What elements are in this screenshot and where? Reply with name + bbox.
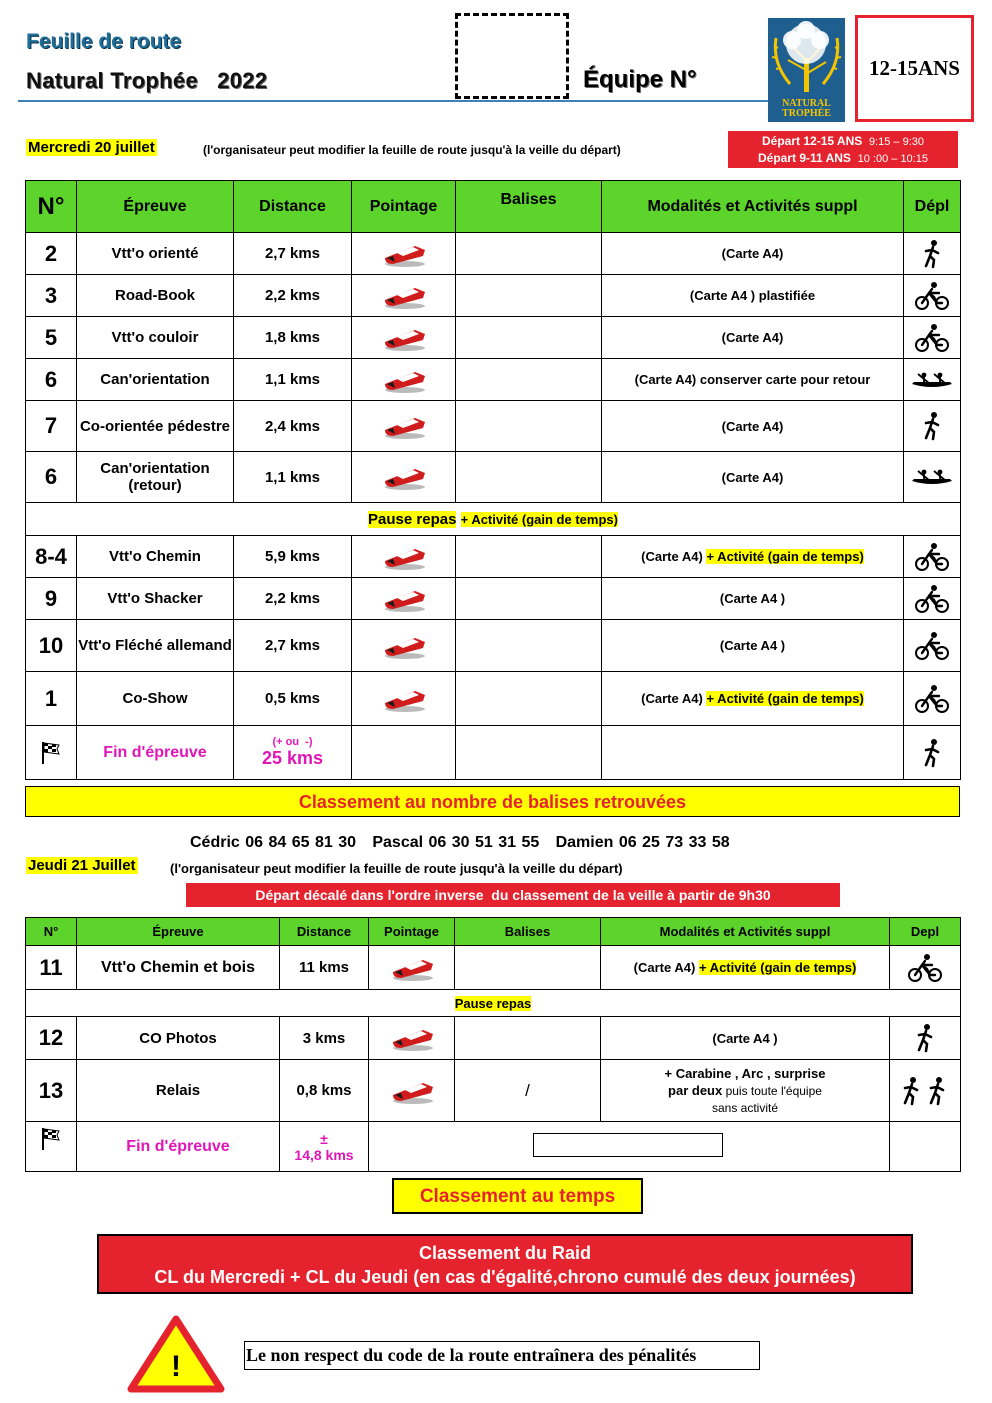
row-event: Vtt'o couloir xyxy=(77,317,234,359)
row-pointage xyxy=(369,1017,455,1060)
row-distance: 2,2 kms xyxy=(234,578,352,620)
age-group-box: 12-15ANS xyxy=(855,15,974,122)
row-pointage xyxy=(369,946,455,990)
table-row xyxy=(26,672,961,726)
sportident-chip-icon xyxy=(379,240,429,268)
pause-label: Pause repas xyxy=(368,510,457,528)
team-label: Équipe N° xyxy=(583,66,697,93)
row-modalites: (Carte A4 ) xyxy=(602,578,904,620)
row-distance: 5,9 kms xyxy=(234,536,352,578)
table-row xyxy=(26,620,961,672)
finish-depl xyxy=(904,726,961,780)
col-balises: Balises xyxy=(455,918,601,946)
row-distance: 2,2 kms xyxy=(234,275,352,317)
sportident-chip-icon xyxy=(379,282,429,310)
row-distance: 2,7 kms xyxy=(234,620,352,672)
row-depl xyxy=(890,946,961,990)
finish-depl xyxy=(890,1122,961,1172)
table-row xyxy=(26,275,961,317)
row-balises[interactable] xyxy=(456,620,602,672)
finish-pointage xyxy=(352,726,456,780)
row-num: 2 xyxy=(26,233,77,275)
pause-extra: + Activité (gain de temps) xyxy=(460,511,618,527)
day2-date: Jeudi 21 Juillet xyxy=(28,857,136,874)
finish-label: Fin d'épreuve xyxy=(77,726,234,780)
row-event: Vtt'o Chemin xyxy=(77,536,234,578)
row-distance: 2,4 kms xyxy=(234,401,352,452)
row-balises[interactable] xyxy=(456,578,602,620)
table-row xyxy=(26,233,961,275)
day1-date: Mercredi 20 juillet xyxy=(28,139,155,156)
row-balises[interactable] xyxy=(456,536,602,578)
table-row xyxy=(26,359,961,401)
warning-symbol: ! xyxy=(171,1350,181,1383)
col-num: N° xyxy=(26,181,77,233)
row-depl xyxy=(904,620,961,672)
row-event: Can'orientation (retour) xyxy=(77,452,234,503)
finish-balises[interactable] xyxy=(456,726,602,780)
table-row xyxy=(26,1017,961,1060)
col-modalites: Modalités et Activités suppl xyxy=(601,918,890,946)
pause-row xyxy=(26,990,961,1017)
row-modalites: (Carte A4) + Activité (gain de temps) xyxy=(601,946,890,990)
finish-flag-cell xyxy=(26,726,77,780)
cyclist-icon xyxy=(915,631,949,661)
ranking-balises-banner: Classement au nombre de balises retrouvées xyxy=(25,786,960,817)
table-row xyxy=(26,946,961,990)
table-row xyxy=(26,1060,961,1122)
finish-total-input[interactable] xyxy=(533,1133,723,1157)
col-balises: Balises xyxy=(456,181,602,233)
row-event: Vtt'o Chemin et bois xyxy=(77,946,280,990)
row-depl xyxy=(904,275,961,317)
row-distance: 0,8 kms xyxy=(280,1060,369,1122)
row-balises[interactable] xyxy=(456,317,602,359)
cyclist-icon xyxy=(915,684,949,714)
row-balises[interactable] xyxy=(455,946,601,990)
canoe-icon xyxy=(910,467,954,487)
sportident-chip-icon xyxy=(379,685,429,713)
two-runners-icon xyxy=(900,1076,950,1106)
title-divider xyxy=(18,100,768,102)
row-num: 9 xyxy=(26,578,77,620)
row-event: Co-Show xyxy=(77,672,234,726)
row-depl xyxy=(904,317,961,359)
row-num: 11 xyxy=(26,946,77,990)
row-balises[interactable] xyxy=(456,359,602,401)
col-distance: Distance xyxy=(234,181,352,233)
sportident-chip-icon xyxy=(379,463,429,491)
ranking-time-banner: Classement au temps xyxy=(392,1178,643,1214)
row-pointage xyxy=(369,1060,455,1122)
sportident-chip-icon xyxy=(387,1024,437,1052)
row-depl xyxy=(890,1060,961,1122)
sportident-chip-icon xyxy=(387,1077,437,1105)
row-event: CO Photos xyxy=(77,1017,280,1060)
runner-icon xyxy=(921,411,943,441)
finish-flag-cell xyxy=(26,1122,77,1172)
row-modalites: (Carte A4) + Activité (gain de temps) xyxy=(602,536,904,578)
row-balises[interactable] xyxy=(456,275,602,317)
row-event: Co-orientée pédestre xyxy=(77,401,234,452)
table-row xyxy=(26,401,961,452)
row-num: 8-4 xyxy=(26,536,77,578)
row-num: 6 xyxy=(26,359,77,401)
row-depl xyxy=(904,452,961,503)
table-row xyxy=(26,452,961,503)
day2-table xyxy=(25,917,961,1172)
checkered-flag-icon xyxy=(40,740,62,766)
day2-note: (l'organisateur peut modifier la feuille de route jusqu'à la veille du départ) xyxy=(170,861,623,876)
row-num: 13 xyxy=(26,1060,77,1122)
row-balises[interactable] xyxy=(456,401,602,452)
day1-table xyxy=(25,180,961,780)
runner-icon xyxy=(921,738,943,768)
col-event: Épreuve xyxy=(77,918,280,946)
sportident-chip-icon xyxy=(379,366,429,394)
row-balises[interactable] xyxy=(456,233,602,275)
pause-row xyxy=(26,503,961,536)
row-pointage xyxy=(352,672,456,726)
row-pointage xyxy=(352,233,456,275)
row-depl xyxy=(904,672,961,726)
row-distance: 2,7 kms xyxy=(234,233,352,275)
finish-total-cell xyxy=(369,1122,890,1172)
row-distance: 0,5 kms xyxy=(234,672,352,726)
row-depl xyxy=(904,536,961,578)
cyclist-icon xyxy=(908,953,942,983)
table-row xyxy=(26,317,961,359)
col-depl: Dépl xyxy=(904,181,961,233)
cyclist-icon xyxy=(915,281,949,311)
sportident-chip-icon xyxy=(387,954,437,982)
cyclist-icon xyxy=(915,542,949,572)
row-modalites: (Carte A4 ) plastifiée xyxy=(602,275,904,317)
row-pointage xyxy=(352,578,456,620)
row-event: Vtt'o orienté xyxy=(77,233,234,275)
sportident-chip-icon xyxy=(379,324,429,352)
day1-note: (l'organisateur peut modifier la feuille de route jusqu'à la veille du départ) xyxy=(203,143,621,157)
row-pointage xyxy=(352,401,456,452)
runner-icon xyxy=(921,239,943,269)
row-num: 5 xyxy=(26,317,77,359)
row-distance: 1,1 kms xyxy=(234,452,352,503)
sportident-chip-icon xyxy=(379,543,429,571)
col-pointage: Pointage xyxy=(352,181,456,233)
row-event: Relais xyxy=(77,1060,280,1122)
row-num: 3 xyxy=(26,275,77,317)
tree-icon xyxy=(768,18,845,98)
row-pointage xyxy=(352,275,456,317)
row-depl xyxy=(904,233,961,275)
row-modalites: (Carte A4) xyxy=(602,401,904,452)
col-num: N° xyxy=(26,918,77,946)
finish-modalites xyxy=(602,726,904,780)
row-num: 6 xyxy=(26,452,77,503)
logo-text: NATURAL TROPHÉE xyxy=(782,98,831,119)
runner-icon xyxy=(914,1023,936,1053)
row-num: 12 xyxy=(26,1017,77,1060)
finish-row xyxy=(26,726,961,780)
traffic-rules-warning: Le non respect du code de la route entraînera des pénalités xyxy=(244,1341,760,1370)
row-depl xyxy=(890,1017,961,1060)
col-modalites: Modalités et Activités suppl xyxy=(602,181,904,233)
row-num: 7 xyxy=(26,401,77,452)
row-modalites: (Carte A4) xyxy=(602,233,904,275)
row-pointage xyxy=(352,359,456,401)
row-num: 10 xyxy=(26,620,77,672)
row-balises[interactable]: / xyxy=(455,1060,601,1122)
canoe-icon xyxy=(910,370,954,390)
row-modalites: (Carte A4) xyxy=(602,317,904,359)
finish-row xyxy=(26,1122,961,1172)
row-num: 1 xyxy=(26,672,77,726)
sportident-chip-icon xyxy=(379,585,429,613)
finish-label: Fin d'épreuve xyxy=(77,1122,280,1172)
row-pointage xyxy=(352,536,456,578)
row-modalites: (Carte A4 ) xyxy=(602,620,904,672)
table-row xyxy=(26,536,961,578)
finish-distance: (+ ou -) 25 kms xyxy=(234,726,352,780)
natural-trophee-logo xyxy=(768,18,845,122)
row-modalites: + Carabine , Arc , surprise par deux puis toute l'équipe sans activité xyxy=(601,1060,890,1122)
col-depl: Depl xyxy=(890,918,961,946)
table-header xyxy=(26,181,961,233)
team-number-box[interactable] xyxy=(455,13,569,99)
day2-departure: Départ décalé dans l'ordre inverse du classement de la veille à partir de 9h30 xyxy=(186,883,840,907)
row-depl xyxy=(904,578,961,620)
col-pointage: Pointage xyxy=(369,918,455,946)
warning-icon xyxy=(127,1315,225,1398)
row-pointage xyxy=(352,317,456,359)
row-depl xyxy=(904,359,961,401)
sportident-chip-icon xyxy=(379,412,429,440)
table-row xyxy=(26,578,961,620)
col-event: Épreuve xyxy=(77,181,234,233)
row-event: Vtt'o Fléché allemand xyxy=(77,620,234,672)
row-event: Road-Book xyxy=(77,275,234,317)
title-event: Natural Trophée 2022 xyxy=(26,68,268,93)
sportident-chip-icon xyxy=(379,632,429,660)
checkered-flag-icon xyxy=(40,1126,62,1152)
row-modalites: (Carte A4) conserver carte pour retour xyxy=(602,359,904,401)
row-pointage xyxy=(352,620,456,672)
cyclist-icon xyxy=(915,584,949,614)
finish-distance: ± 14,8 kms xyxy=(280,1122,369,1172)
row-balises[interactable] xyxy=(456,672,602,726)
row-modalites: (Carte A4 ) xyxy=(601,1017,890,1060)
day1-departures: Départ 12-15 ANS 9:15 – 9:30 Départ 9-11 ANS 10 :00 – 10:15 xyxy=(728,131,958,168)
row-modalites: (Carte A4) xyxy=(602,452,904,503)
row-distance: 3 kms xyxy=(280,1017,369,1060)
row-event: Can'orientation xyxy=(77,359,234,401)
row-distance: 11 kms xyxy=(280,946,369,990)
pause-label: Pause repas xyxy=(454,995,532,1011)
row-pointage xyxy=(352,452,456,503)
row-event: Vtt'o Shacker xyxy=(77,578,234,620)
title-feuille-de-route: Feuille de route xyxy=(26,30,182,53)
row-distance: 1,1 kms xyxy=(234,359,352,401)
raid-ranking-banner: Classement du Raid CL du Mercredi + CL du Jeudi (en cas d'égalité,chrono cumulé des deux journées) xyxy=(97,1234,913,1294)
table-header xyxy=(26,918,961,946)
row-depl xyxy=(904,401,961,452)
contacts: Cédric 06 84 65 81 30 Pascal 06 30 51 31 55 Damien 06 25 73 33 58 xyxy=(190,834,730,851)
row-modalites: (Carte A4) + Activité (gain de temps) xyxy=(602,672,904,726)
col-distance: Distance xyxy=(280,918,369,946)
row-distance: 1,8 kms xyxy=(234,317,352,359)
row-balises[interactable] xyxy=(456,452,602,503)
row-balises[interactable] xyxy=(455,1017,601,1060)
cyclist-icon xyxy=(915,323,949,353)
